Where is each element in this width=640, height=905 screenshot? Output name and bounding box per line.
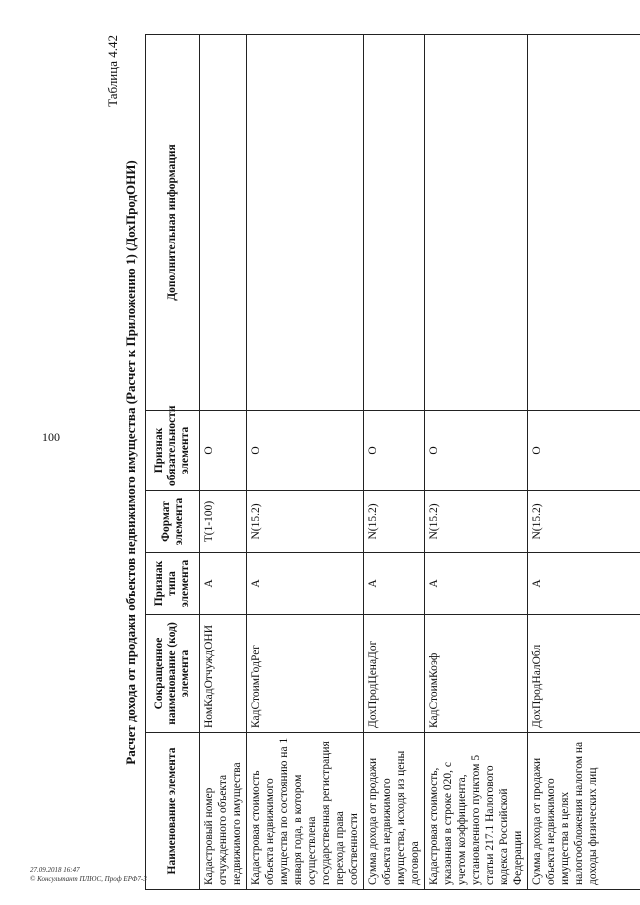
header-cell: Дополнительная информация [146,35,200,411]
element-type-cell: А [528,553,640,615]
element-info-cell [364,35,425,411]
element-info-cell [425,35,528,411]
element-required-cell: О [425,411,528,491]
rotated-page-content [105,35,640,890]
element-name-cell: Сумма дохода от продажи объекта недвижимого имущества, исходя из цены договора [364,733,425,890]
element-info-cell [528,35,640,411]
element-required-cell: О [200,411,247,491]
element-required-cell: О [364,411,425,491]
element-code-cell: НомКадОтчуждОНИ [200,615,247,733]
header-cell: Признак типа элемента [146,553,200,615]
table-row [425,35,528,890]
header-cell: Наименование элемента [146,733,200,890]
page-number: 100 [42,430,60,444]
header-cell: Сокращенное наименование (код) элемента [146,615,200,733]
table-row [247,35,364,890]
element-type-cell: А [200,553,247,615]
element-format-cell: N(15.2) [364,491,425,553]
element-type-cell: А [247,553,364,615]
table-row [364,35,425,890]
element-name-cell: Сумма дохода от продажи объекта недвижимого имущества в целях налогообложения налогом на доходы физических лиц [528,733,640,890]
element-code-cell: ДохПродЦенаДог [364,615,425,733]
table-title: Расчет дохода от продажи объектов недвижимого имущества (Расчет к Приложению 1) (ДохПродОНИ) [123,160,138,765]
element-code-cell: КадСтоимКоэф [425,615,528,733]
table-label: Таблица 4.42 [105,35,120,107]
table-row [200,35,247,890]
element-format-cell: T(1-100) [200,491,247,553]
element-required-cell: О [247,411,364,491]
element-code-cell: ДохПродНалОбл [528,615,640,733]
element-name-cell: Кадастровая стоимость объекта недвижимого имущества по состоянию на 1 января года, в котором осуществлена государственная регистрация перехода права собственности [247,733,364,890]
element-name-cell: Кадастровая стоимость, указанная в строке 020, с учетом коэффициента, установленного пунктом 5 статьи 217.1 Налогового кодекса Российской Федерации [425,733,528,890]
element-info-cell [200,35,247,411]
element-format-cell: N(15.2) [528,491,640,553]
header-cell: Признак обязательности элемента [146,411,200,491]
table-header-row [146,35,200,890]
element-required-cell: О [528,411,640,491]
element-format-cell: N(15.2) [425,491,528,553]
elements-table [145,34,640,890]
element-type-cell: А [364,553,425,615]
footer-source: © Консультант ПЛЮС, Проф ЕРФ7-3 [30,875,147,883]
element-code-cell: КадСтоимГодРег [247,615,364,733]
table-row [528,35,640,890]
element-type-cell: А [425,553,528,615]
element-info-cell [247,35,364,411]
footer-stamp [30,866,147,902]
element-format-cell: N(15.2) [247,491,364,553]
element-name-cell: Кадастровый номер отчужденного объекта недвижимого имущества [200,733,247,890]
footer-timestamp: 27.09.2018 16:47 [30,866,80,874]
header-cell: Формат элемента [146,491,200,553]
